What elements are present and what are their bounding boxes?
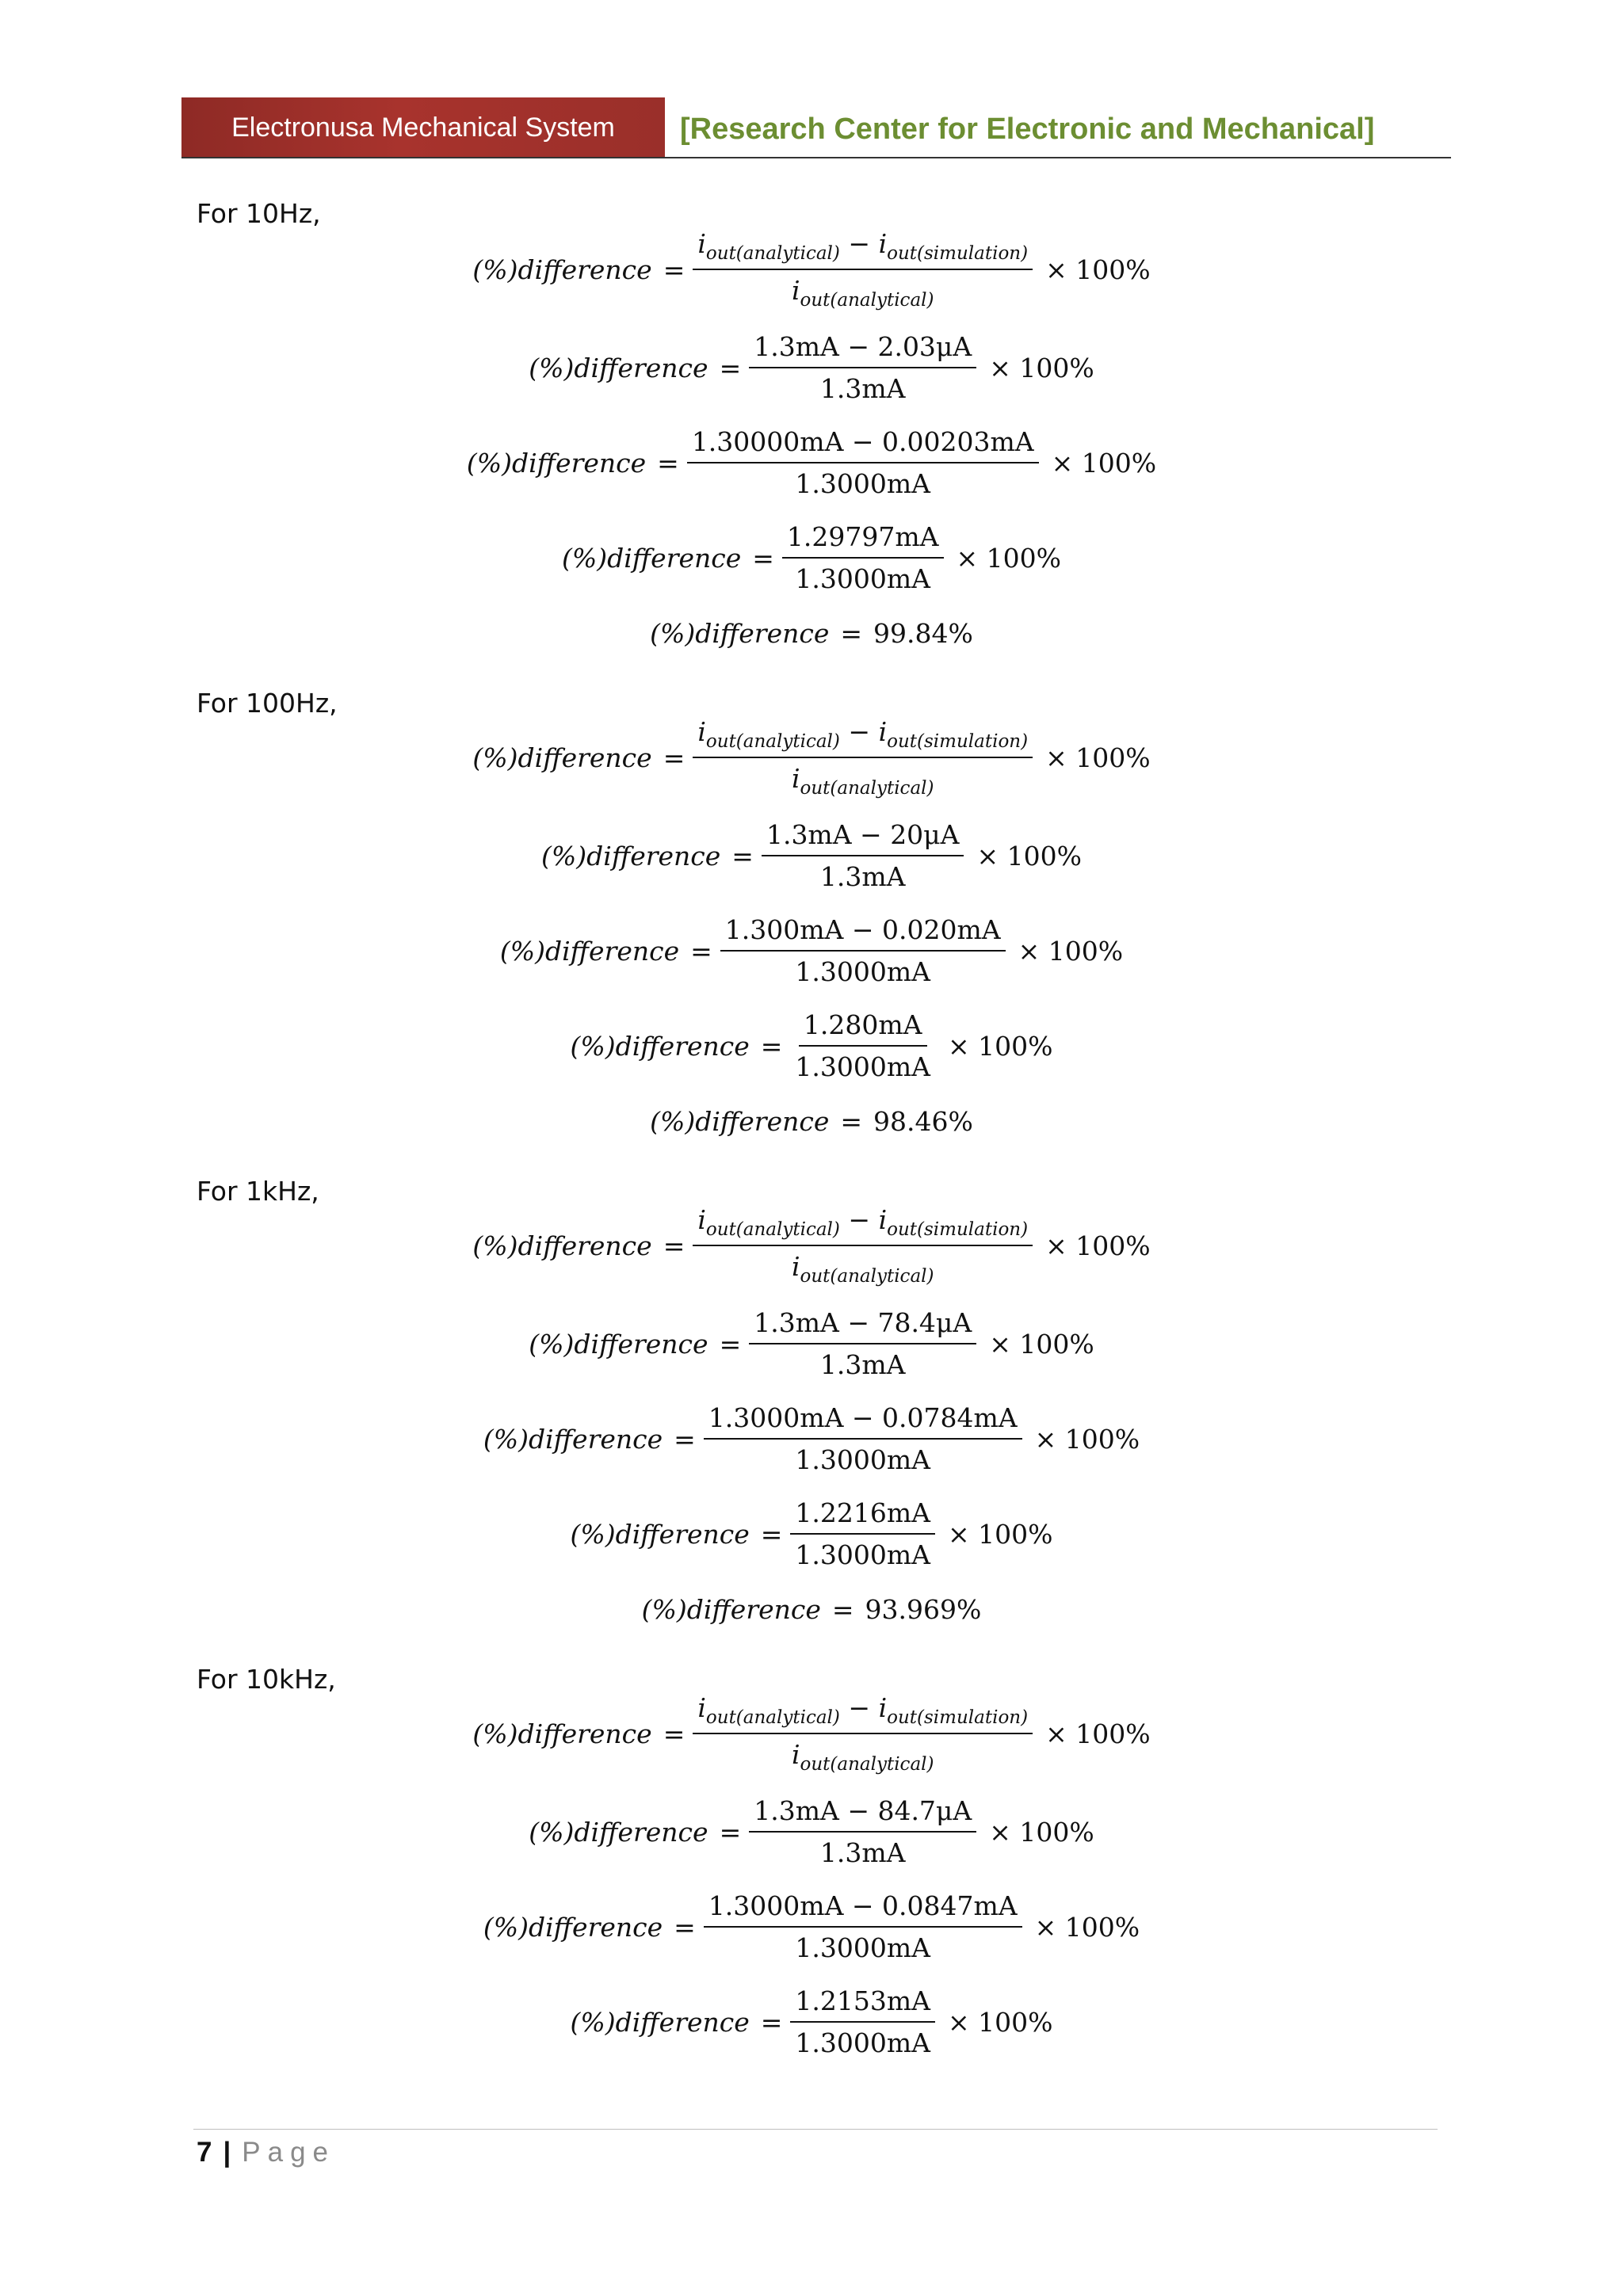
footer-separator: | bbox=[223, 2137, 231, 2168]
eq-lhs: (%)difference bbox=[562, 542, 742, 574]
subscript-analytical: out(analytical) bbox=[705, 731, 840, 752]
equation-100hz-general bbox=[0, 716, 1623, 799]
eq-lhs: (%)difference bbox=[650, 618, 830, 649]
eq-numerator: 1.3mA − 78.4μA bbox=[749, 1307, 976, 1344]
eq-numerator bbox=[693, 716, 1033, 758]
eq-times: × 100% bbox=[948, 2006, 1053, 2038]
page-word: Page bbox=[242, 2137, 336, 2168]
eq-numerator: 1.29797mA bbox=[782, 521, 944, 559]
eq-sign: = bbox=[760, 2006, 783, 2038]
eq-denominator: 1.3mA bbox=[819, 373, 906, 404]
eq-fraction bbox=[704, 1890, 1022, 1963]
eq-times: × 100% bbox=[1045, 254, 1151, 285]
eq-result: 98.46% bbox=[873, 1106, 973, 1137]
subscript-analytical: out(analytical) bbox=[705, 243, 840, 264]
eq-times: × 100% bbox=[956, 542, 1061, 574]
subscript-simulation: out(simulation) bbox=[887, 1707, 1029, 1728]
eq-times: × 100% bbox=[948, 1030, 1053, 1062]
subscript-analytical: out(analytical) bbox=[800, 778, 934, 799]
subscript-analytical: out(analytical) bbox=[800, 290, 934, 311]
var-i: i bbox=[878, 1204, 888, 1235]
eq-lhs: (%)difference bbox=[483, 1423, 663, 1455]
eq-numerator: 1.3000mA − 0.0784mA bbox=[704, 1402, 1022, 1440]
eq-sign: = bbox=[719, 1816, 742, 1848]
equation-10khz-general bbox=[0, 1692, 1623, 1775]
eq-sign: = bbox=[719, 1328, 742, 1360]
eq-fraction bbox=[749, 1795, 976, 1868]
equation-100hz-step1 bbox=[0, 819, 1623, 892]
eq-sign: = bbox=[840, 1106, 863, 1137]
equation-10khz-step1 bbox=[0, 1795, 1623, 1868]
var-i: i bbox=[791, 763, 800, 794]
header-rule bbox=[181, 157, 1451, 158]
equation-1khz-result bbox=[0, 1594, 1623, 1625]
section-label-1khz: For 1kHz, bbox=[197, 1176, 319, 1207]
eq-denominator: 1.3000mA bbox=[795, 1539, 931, 1570]
eq-denominator bbox=[787, 270, 939, 311]
eq-lhs: (%)difference bbox=[483, 1911, 663, 1943]
eq-numerator: 1.280mA bbox=[799, 1009, 927, 1047]
eq-sign: = bbox=[663, 1230, 685, 1261]
eq-numerator: 1.3000mA − 0.0847mA bbox=[704, 1890, 1022, 1928]
var-i: i bbox=[791, 275, 800, 306]
eq-times: × 100% bbox=[1018, 935, 1124, 967]
eq-numerator: 1.3mA − 84.7μA bbox=[749, 1795, 976, 1833]
eq-fraction bbox=[762, 819, 964, 892]
equation-10hz-general bbox=[0, 228, 1623, 311]
subscript-simulation: out(simulation) bbox=[887, 243, 1029, 264]
eq-numerator: 1.300mA − 0.020mA bbox=[720, 914, 1006, 952]
equation-10hz-result bbox=[0, 618, 1623, 649]
equation-100hz-step2 bbox=[0, 914, 1623, 987]
minus-sign: − bbox=[848, 1204, 871, 1235]
eq-lhs: (%)difference bbox=[641, 1594, 821, 1625]
var-i: i bbox=[791, 1251, 800, 1282]
eq-sign: = bbox=[752, 542, 774, 574]
equation-10hz-step3 bbox=[0, 521, 1623, 594]
eq-lhs: (%)difference bbox=[472, 254, 652, 285]
eq-times: × 100% bbox=[989, 1816, 1094, 1848]
subscript-simulation: out(simulation) bbox=[887, 1219, 1029, 1240]
eq-numerator: 1.2216mA bbox=[790, 1497, 935, 1535]
eq-fraction bbox=[790, 1009, 935, 1082]
subscript-analytical: out(analytical) bbox=[800, 1266, 934, 1287]
minus-sign: − bbox=[848, 1692, 871, 1723]
eq-times: × 100% bbox=[1034, 1911, 1140, 1943]
eq-denominator: 1.3000mA bbox=[795, 2027, 931, 2058]
page-number: 7 bbox=[197, 2137, 212, 2168]
eq-lhs: (%)difference bbox=[529, 352, 708, 383]
var-i: i bbox=[791, 1739, 800, 1770]
eq-sign: = bbox=[719, 352, 742, 383]
var-i: i bbox=[697, 1692, 706, 1723]
eq-sign: = bbox=[674, 1911, 696, 1943]
eq-result: 99.84% bbox=[873, 618, 973, 649]
eq-sign: = bbox=[731, 840, 754, 871]
equation-1khz-general bbox=[0, 1204, 1623, 1287]
eq-numerator: 1.2153mA bbox=[790, 1985, 935, 2023]
equation-1khz-step2 bbox=[0, 1402, 1623, 1475]
eq-denominator: 1.3000mA bbox=[795, 1051, 931, 1082]
eq-lhs: (%)difference bbox=[570, 1030, 750, 1062]
eq-result: 93.969% bbox=[865, 1594, 982, 1625]
eq-sign: = bbox=[663, 254, 685, 285]
eq-times: × 100% bbox=[1051, 447, 1157, 479]
section-label-100hz: For 100Hz, bbox=[197, 688, 338, 719]
section-label-10hz: For 10Hz, bbox=[197, 198, 321, 229]
eq-denominator: 1.3mA bbox=[819, 861, 906, 892]
eq-denominator bbox=[787, 1246, 939, 1287]
eq-numerator bbox=[693, 1204, 1033, 1246]
subscript-simulation: out(simulation) bbox=[887, 731, 1029, 752]
eq-fraction bbox=[749, 331, 976, 404]
eq-times: × 100% bbox=[948, 1518, 1053, 1550]
var-i: i bbox=[697, 1204, 706, 1235]
var-i: i bbox=[697, 716, 706, 747]
var-i: i bbox=[697, 228, 706, 259]
eq-fraction bbox=[693, 228, 1033, 311]
equation-10hz-step1 bbox=[0, 331, 1623, 404]
eq-times: × 100% bbox=[1034, 1423, 1140, 1455]
eq-numerator bbox=[693, 228, 1033, 270]
minus-sign: − bbox=[848, 228, 871, 259]
eq-numerator: 1.30000mA − 0.00203mA bbox=[687, 426, 1039, 463]
eq-numerator bbox=[693, 1692, 1033, 1734]
eq-denominator bbox=[787, 1734, 939, 1775]
header-right-title: [Research Center for Electronic and Mechanical] bbox=[680, 112, 1375, 146]
eq-denominator: 1.3000mA bbox=[795, 1444, 931, 1475]
footer bbox=[197, 2137, 335, 2168]
eq-lhs: (%)difference bbox=[529, 1816, 708, 1848]
eq-times: × 100% bbox=[989, 1328, 1094, 1360]
equation-1khz-step1 bbox=[0, 1307, 1623, 1380]
eq-sign: = bbox=[657, 447, 679, 479]
equation-10khz-step2 bbox=[0, 1890, 1623, 1963]
eq-sign: = bbox=[663, 742, 685, 773]
eq-fraction bbox=[782, 521, 944, 594]
equation-100hz-step3 bbox=[0, 1009, 1623, 1082]
eq-fraction bbox=[704, 1402, 1022, 1475]
eq-numerator: 1.3mA − 2.03μA bbox=[749, 331, 976, 368]
eq-times: × 100% bbox=[976, 840, 1082, 871]
eq-fraction bbox=[693, 716, 1033, 799]
var-i: i bbox=[878, 228, 888, 259]
eq-lhs: (%)difference bbox=[472, 742, 652, 773]
eq-lhs: (%)difference bbox=[570, 2006, 750, 2038]
var-i: i bbox=[878, 1692, 888, 1723]
eq-lhs: (%)difference bbox=[466, 447, 647, 479]
eq-lhs: (%)difference bbox=[472, 1718, 652, 1749]
eq-sign: = bbox=[760, 1030, 783, 1062]
eq-fraction bbox=[687, 426, 1039, 499]
eq-denominator bbox=[787, 758, 939, 799]
eq-sign: = bbox=[674, 1423, 696, 1455]
eq-numerator: 1.3mA − 20μA bbox=[762, 819, 964, 856]
var-i: i bbox=[878, 716, 888, 747]
eq-times: × 100% bbox=[1045, 742, 1151, 773]
eq-fraction bbox=[720, 914, 1006, 987]
eq-sign: = bbox=[663, 1718, 685, 1749]
eq-fraction bbox=[790, 1985, 935, 2058]
subscript-analytical: out(analytical) bbox=[705, 1707, 840, 1728]
eq-denominator: 1.3000mA bbox=[795, 468, 931, 499]
eq-sign: = bbox=[760, 1518, 783, 1550]
eq-lhs: (%)difference bbox=[650, 1106, 830, 1137]
eq-times: × 100% bbox=[989, 352, 1094, 383]
equation-100hz-result bbox=[0, 1106, 1623, 1137]
eq-lhs: (%)difference bbox=[529, 1328, 708, 1360]
eq-lhs: (%)difference bbox=[499, 935, 680, 967]
equation-1khz-step3 bbox=[0, 1497, 1623, 1570]
eq-fraction bbox=[790, 1497, 935, 1570]
eq-lhs: (%)difference bbox=[541, 840, 721, 871]
eq-sign: = bbox=[831, 1594, 854, 1625]
header-band bbox=[181, 97, 665, 158]
eq-denominator: 1.3mA bbox=[819, 1349, 906, 1380]
header-left-title: Electronusa Mechanical System bbox=[231, 112, 615, 143]
eq-times: × 100% bbox=[1045, 1718, 1151, 1749]
subscript-analytical: out(analytical) bbox=[800, 1754, 934, 1775]
eq-lhs: (%)difference bbox=[570, 1518, 750, 1550]
equation-10hz-step2 bbox=[0, 426, 1623, 499]
eq-times: × 100% bbox=[1045, 1230, 1151, 1261]
section-label-10khz: For 10kHz, bbox=[197, 1664, 336, 1695]
eq-denominator: 1.3mA bbox=[819, 1837, 906, 1868]
eq-sign: = bbox=[690, 935, 712, 967]
eq-fraction bbox=[693, 1204, 1033, 1287]
eq-denominator: 1.3000mA bbox=[795, 956, 930, 987]
equation-10khz-step3 bbox=[0, 1985, 1623, 2058]
eq-fraction bbox=[749, 1307, 976, 1380]
minus-sign: − bbox=[848, 716, 871, 747]
subscript-analytical: out(analytical) bbox=[705, 1219, 840, 1240]
eq-denominator: 1.3000mA bbox=[795, 563, 931, 594]
eq-fraction bbox=[693, 1692, 1033, 1775]
eq-denominator: 1.3000mA bbox=[795, 1932, 931, 1963]
eq-lhs: (%)difference bbox=[472, 1230, 652, 1261]
eq-sign: = bbox=[840, 618, 863, 649]
footer-rule bbox=[193, 2129, 1438, 2130]
